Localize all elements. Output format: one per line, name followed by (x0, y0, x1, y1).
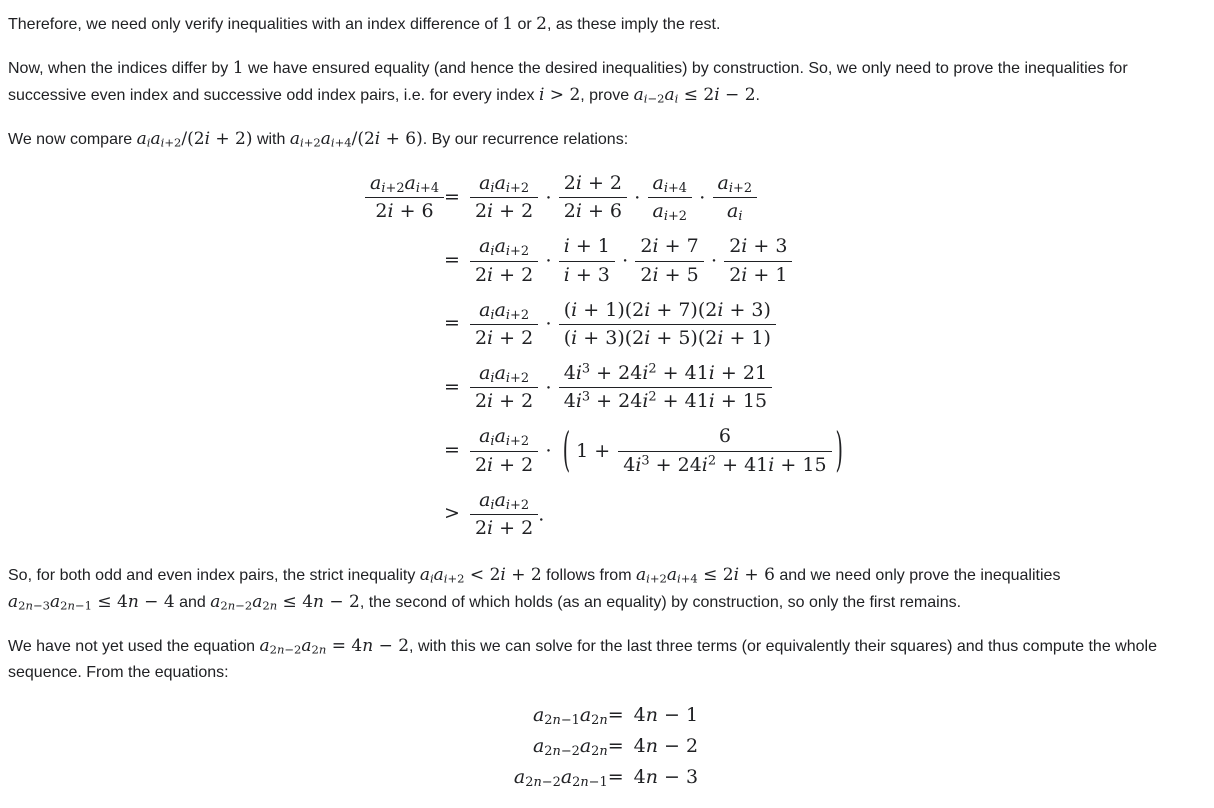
fraction-denominator: 2i + 6 (365, 197, 444, 225)
fraction (559, 233, 615, 288)
fraction-denominator: 2i + 2 (470, 261, 538, 289)
fraction (559, 297, 776, 352)
fraction-denominator: 2i + 2 (470, 451, 538, 479)
fraction-numerator: $a_ia_{i+2}$ (479, 172, 530, 196)
multiplication-dot: ⋅ (699, 186, 706, 209)
equals-sign: = (444, 249, 460, 272)
open-paren: ( (562, 424, 571, 478)
fraction-denominator: 2i + 1 (724, 261, 792, 289)
fraction-numerator: $a_{i+2}a_{i+4}$ (370, 172, 440, 196)
fraction (724, 233, 792, 288)
multiplication-dot: ⋅ (545, 250, 552, 273)
math-expression: 4n − 3 (633, 766, 699, 789)
fraction-denominator: i + 3 (559, 261, 615, 289)
fraction-numerator: $a_ia_{i+2}$ (479, 298, 530, 323)
multiplication-dot: ⋅ (621, 250, 629, 273)
fraction (559, 170, 627, 225)
fraction (470, 233, 538, 288)
equation2-line-2-rhs (608, 735, 698, 757)
equation-line-4-rhs (444, 360, 772, 415)
multiplication-dot: ⋅ (710, 250, 718, 273)
paragraph-2: Now, when the indices differ by 1 we have ensured equality (and hence the desired inequalities) by construction. So, we only need to prove the inequalities for successive even index and successive odd index pairs, i.e. for every index i > 2, prove $a_{i-2}a_i \le 2i - 2$. (8, 58, 1128, 106)
fraction-denominator: 2i + 2 (470, 387, 538, 415)
fraction (470, 360, 538, 415)
display-equation-block-1 (8, 170, 1204, 542)
equation2-line-1-rhs (608, 704, 698, 726)
fraction-numerator: 6 (718, 425, 731, 448)
fraction-denominator: 2i + 6 (559, 197, 627, 225)
fraction (470, 170, 538, 225)
fraction-numerator: i + 1 (563, 235, 610, 258)
fraction-denominator: 2i + 2 (470, 324, 538, 352)
fraction-numerator: 2i + 3 (729, 235, 788, 258)
fraction-numerator: $a_ia_{i+2}$ (479, 362, 530, 386)
fraction (648, 170, 693, 225)
math-expression: $a_{2n-1}a_{2n}$ (532, 704, 608, 728)
greater-than-sign: > (444, 502, 460, 525)
multiplication-dot: ⋅ (634, 186, 641, 209)
paragraph-1: Therefore, we need only verify inequalities with an index difference of 1 or 2, as these imply the rest. (8, 14, 721, 34)
close-paren: ) (835, 424, 843, 478)
fraction-denominator: $4i^3 + 24i^2 + 41i + 15$ (559, 387, 772, 415)
paragraph-3: We now compare $a_ia_{i+2}/(2i + 2)$ with $a_{i+2}a_{i+4}/(2i + 6)$. By our recurrence relations: (8, 129, 629, 150)
fraction-numerator: 2i + 2 (563, 172, 622, 194)
multiplication-dot: ⋅ (545, 186, 552, 209)
fraction-numerator: $a_ia_{i+2}$ (479, 425, 530, 450)
equals-sign: = (607, 735, 624, 758)
equation-line-1-lhs (365, 170, 444, 225)
inline-math: $a_{2n-2}a_{2n} \le 4n - 2$ (210, 592, 360, 613)
equals-sign: = (444, 375, 460, 398)
fraction (559, 360, 772, 415)
math-expression: 4n − 1 (633, 704, 699, 727)
fraction (365, 170, 444, 225)
fraction-numerator: $4i^3 + 24i^2 + 41i + 21$ (563, 361, 768, 385)
equals-sign: = (607, 704, 624, 727)
fraction (470, 297, 538, 352)
fraction-numerator: $a_{i+4}$ (652, 172, 688, 196)
fraction-denominator: 2i + 2 (470, 197, 538, 225)
paragraph-5: We have not yet used the equation $a_{2n-2}a_{2n} = 4n - 2$, with this we can solve for the last three terms (or equivalently their squares) and thus compute the whole sequence. From the equations: (8, 636, 1157, 682)
fraction (618, 423, 831, 478)
fraction-denominator: $a_{i+2}$ (648, 197, 693, 225)
inline-math: $a_{i-2}a_i \le 2i - 2$ (633, 85, 756, 106)
equals-sign: = (444, 439, 460, 462)
paragraph-4: So, for both odd and even index pairs, the strict inequality $a_ia_{i+2} < 2i + 2$ follows from $a_{i+2}a_{i+4} \le 2i + 6$ and we need only prove the inequalities $a_{2n-3}a_{2n-1} \le 4n - 4$ and $a_{2n-2}a_{2n} \le 4n - 2$, the second of which holds (as an equality) by construction, so only the first remains. (8, 565, 1061, 613)
inline-math: i > 2 (538, 85, 581, 105)
multiplication-dot: ⋅ (545, 376, 552, 399)
inline-math: $a_{i+2}a_{i+4}/(2i + 6)$ (289, 129, 423, 150)
one-plus-term: 1 + (576, 440, 611, 463)
fraction-numerator: 2i + 7 (640, 235, 699, 258)
inline-math: 1 (502, 14, 514, 34)
inline-math: $a_ia_{i+2} < 2i + 2$ (419, 565, 542, 586)
fraction-denominator: 2i + 2 (470, 514, 538, 542)
fraction-numerator: $a_{i+2}$ (717, 172, 753, 196)
period: . (538, 503, 545, 526)
fraction-numerator: $a_ia_{i+2}$ (479, 235, 530, 260)
fraction-denominator: 2i + 5 (635, 261, 703, 289)
math-expression: $a_{2n-2}a_{2n-1}$ (513, 766, 608, 790)
equation-line-3-rhs (444, 297, 776, 352)
equation-line-2-rhs (444, 233, 792, 288)
fraction-denominator: $4i^3 + 24i^2 + 41i + 15$ (618, 451, 831, 479)
equation-line-1-rhs (444, 170, 757, 225)
inline-math: $a_{2n-3}a_{2n-1} \le 4n - 4$ (8, 592, 175, 613)
inline-math: $a_ia_{i+2}/(2i + 2)$ (136, 129, 253, 150)
equals-sign: = (607, 766, 624, 789)
fraction (470, 487, 538, 542)
equation2-line-3-lhs (514, 766, 608, 788)
equals-sign: = (444, 185, 460, 208)
inline-math: $a_{i+2}a_{i+4} \le 2i + 6$ (635, 565, 775, 586)
math-expression: $a_{2n-2}a_{2n}$ (532, 735, 608, 759)
inline-math: 1 (232, 58, 244, 78)
inline-math: 2 (536, 14, 547, 34)
equation-line-6-rhs (444, 487, 544, 542)
equation2-line-2-lhs (533, 735, 608, 757)
equation-line-5-rhs (444, 423, 847, 478)
multiplication-dot: ⋅ (545, 313, 552, 336)
fraction-denominator: $a_i$ (713, 197, 758, 225)
fraction-denominator: (i + 3)(2i + 5)(2i + 1) (559, 324, 776, 352)
display-equation-block-2 (8, 704, 1204, 788)
fraction-numerator: (i + 1)(2i + 7)(2i + 3) (563, 298, 771, 321)
equation2-line-1-lhs (533, 704, 608, 726)
fraction (713, 170, 758, 225)
multiplication-dot: ⋅ (545, 440, 552, 463)
equals-sign: = (444, 312, 460, 335)
fraction (470, 423, 538, 478)
fraction (635, 233, 703, 288)
math-expression: 4n − 2 (633, 735, 699, 758)
equation2-line-3-rhs (608, 766, 698, 788)
fraction-numerator: $a_ia_{i+2}$ (479, 488, 530, 513)
inline-math: $a_{2n-2}a_{2n} = 4n - 2$ (259, 636, 410, 657)
